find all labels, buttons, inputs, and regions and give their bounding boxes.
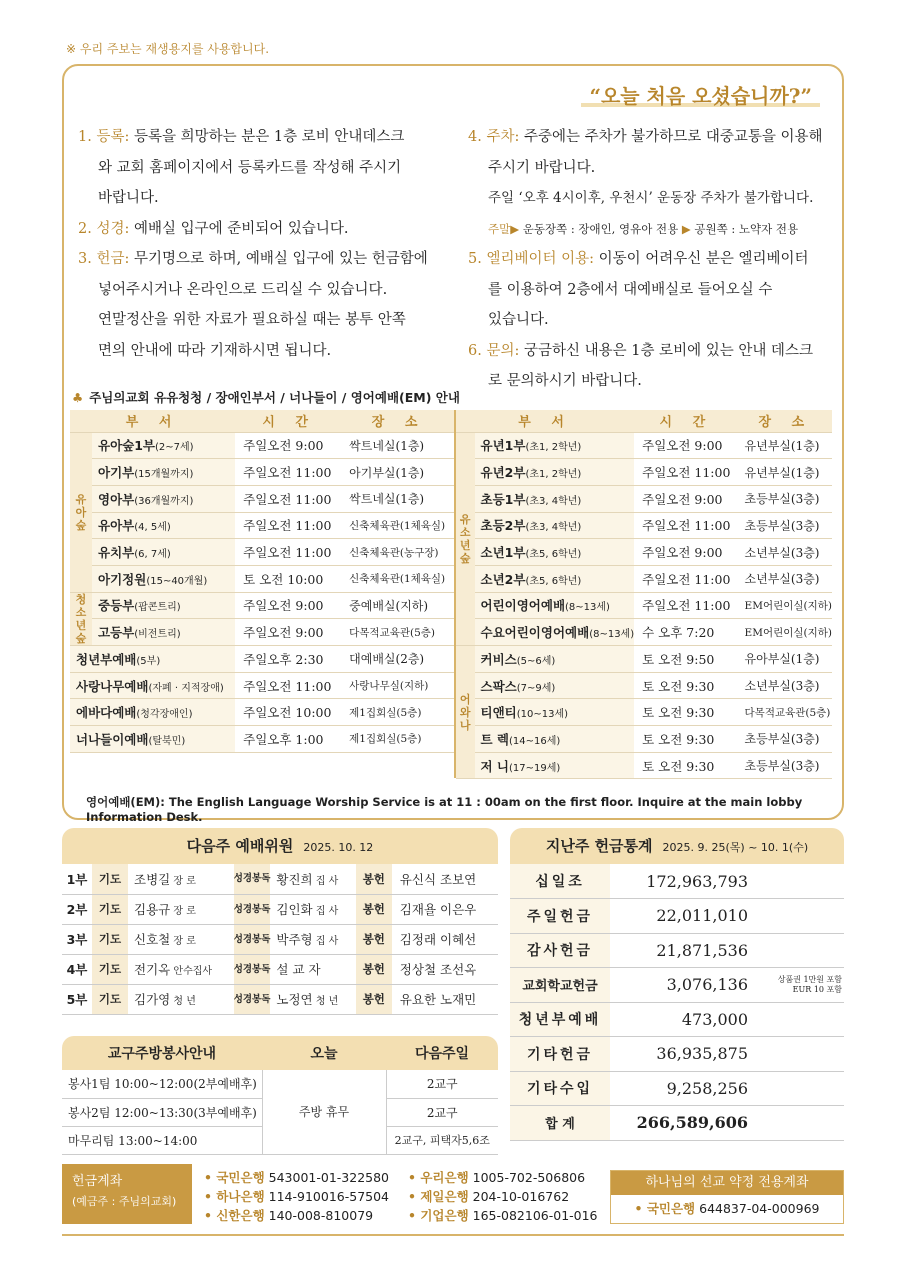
dept-label: 청년부예배 bbox=[76, 651, 137, 667]
dept-name bbox=[475, 619, 635, 646]
parking-line: 주시기 바랍니다. bbox=[488, 159, 596, 176]
dept-label: 커비스 bbox=[480, 651, 517, 667]
club-icon: ♣ bbox=[72, 390, 84, 405]
service-place: 중예배실(지하) bbox=[343, 592, 454, 619]
service-place: EM어린이실(지하) bbox=[739, 619, 832, 646]
service-time: 주일오전 11:00 bbox=[634, 459, 738, 486]
dept-name bbox=[92, 512, 235, 539]
table-row bbox=[510, 933, 844, 968]
dept-name bbox=[475, 726, 635, 753]
offering-tag: 봉헌 bbox=[356, 894, 392, 924]
dept-name bbox=[475, 432, 635, 459]
dept-label: 에바다예배 bbox=[76, 705, 137, 721]
register-line: 와 교회 홈페이지에서 등록카드를 작성해 주시기 bbox=[98, 159, 402, 176]
service-time: 주일오전 9:00 bbox=[634, 432, 738, 459]
dept-age: (자폐 · 지적장애) bbox=[148, 682, 224, 694]
mission-account: 하나님의 선교 약정 전용계좌 • 국민은행 644837-04-000969 bbox=[610, 1170, 844, 1224]
table-row: 봉사1팀 10:00~12:00(2부예배후) 주방 휴무 2교구 bbox=[62, 1070, 498, 1098]
offering-names: 정상철 조선옥 bbox=[392, 954, 498, 984]
dept-age: (초1, 2학년) bbox=[525, 442, 582, 454]
schedule-row bbox=[70, 619, 454, 646]
dept-label: 소년1부 bbox=[480, 545, 526, 561]
col-place: 장 소 bbox=[343, 410, 454, 432]
schedule-row bbox=[456, 565, 832, 592]
offering-value: 266,589,606 bbox=[610, 1106, 844, 1141]
offering-value: 172,963,793 bbox=[610, 864, 844, 899]
offering-line: 연말정산을 위한 자료가 필요하실 때는 봉투 안쪽 bbox=[98, 312, 406, 328]
service-time: 주일오전 11:00 bbox=[634, 592, 738, 619]
table-row bbox=[62, 894, 498, 924]
col-time: 시 간 bbox=[235, 410, 343, 432]
dept-age: (초5, 6학년) bbox=[525, 549, 582, 561]
offering-label: 감사헌금 bbox=[510, 933, 610, 968]
dept-label: 유아숲1부 bbox=[98, 438, 155, 454]
triangle-icon: ▶ bbox=[681, 221, 691, 236]
account-line: • 기업은행 165-082106-01-016 bbox=[408, 1208, 598, 1223]
schedule-row bbox=[70, 726, 454, 753]
schedule-row bbox=[70, 432, 454, 459]
offering-label: 교회학교헌금 bbox=[510, 968, 610, 1003]
dept-name bbox=[92, 619, 235, 646]
dept-name bbox=[92, 592, 235, 619]
dept-label: 저 니 bbox=[480, 758, 510, 774]
dept-name bbox=[92, 459, 235, 486]
schedule-row bbox=[456, 432, 832, 459]
offering-tag: 봉헌 bbox=[356, 984, 392, 1014]
reader-name: 설 교 자 bbox=[270, 954, 355, 984]
kitchen-col-team: 교구주방봉사안내 bbox=[62, 1036, 262, 1070]
reading-tag: 성경봉독 bbox=[234, 954, 271, 984]
prayer-name: 조병길 장 로 bbox=[128, 864, 234, 894]
prayer-tag: 기도 bbox=[92, 894, 128, 924]
table-row bbox=[510, 968, 844, 1003]
schedule-row bbox=[70, 539, 454, 566]
service-number: 3부 bbox=[62, 924, 92, 954]
schedule-table-left bbox=[70, 410, 454, 753]
reader-name: 노정연 청 년 bbox=[270, 984, 355, 1014]
dept-label: 티앤티 bbox=[480, 705, 517, 721]
service-time: 수 오후 7:20 bbox=[634, 619, 738, 646]
dept-label: 아기정원 bbox=[98, 571, 147, 587]
worship-committee-header: 다음주 예배위원 2025. 10. 12 bbox=[62, 828, 498, 864]
service-time: 토 오전 9:30 bbox=[634, 699, 738, 726]
schedule-row bbox=[456, 512, 832, 539]
prayer-tag: 기도 bbox=[92, 984, 128, 1014]
col-dept: 부 서 bbox=[70, 410, 235, 432]
offering-label: 기타수입 bbox=[510, 1071, 610, 1106]
offering-names: 김재욜 이은우 bbox=[392, 894, 498, 924]
offering-label: 십일조 bbox=[510, 864, 610, 899]
dept-label: 수요어린이영어예배 bbox=[480, 625, 590, 641]
prayer-tag: 기도 bbox=[92, 924, 128, 954]
offering-tag: 봉헌 bbox=[356, 924, 392, 954]
dept-label: 소년2부 bbox=[480, 571, 526, 587]
prayer-name: 김용규 장 로 bbox=[128, 894, 234, 924]
dept-age: (탈북민) bbox=[148, 735, 186, 747]
dept-age: (8~13세) bbox=[589, 629, 635, 641]
schedule-row bbox=[456, 672, 832, 699]
schedule-row bbox=[456, 459, 832, 486]
offering-stats-header: 지난주 헌금통계 2025. 9. 25(목) ~ 10. 1(수) bbox=[510, 828, 844, 864]
col-dept: 부 서 bbox=[456, 410, 634, 432]
dept-label: 아기부 bbox=[98, 465, 135, 481]
dept-label: 너나들이예배 bbox=[76, 731, 149, 747]
bank-accounts bbox=[62, 1164, 844, 1236]
schedule-row bbox=[70, 485, 454, 512]
table-row bbox=[62, 984, 498, 1014]
service-time: 주일오전 9:00 bbox=[235, 619, 343, 646]
offering-value: 9,258,256 bbox=[610, 1071, 844, 1106]
service-number: 4부 bbox=[62, 954, 92, 984]
account-line: • 국민은행 543001-01-322580 bbox=[204, 1170, 390, 1185]
schedule-row bbox=[70, 512, 454, 539]
english-service-note: 영어예배(EM): The English Language Worship Service is at 11 : 00am on the first floor. Inquire at the main lobby Information Desk. bbox=[86, 795, 803, 824]
dept-label: 어린이영어예배 bbox=[480, 598, 566, 614]
welcome-right-column bbox=[468, 122, 830, 397]
dept-name bbox=[70, 726, 235, 753]
dept-age: (15개월까지) bbox=[134, 469, 194, 481]
service-place: 신축체육관(1체육실) bbox=[343, 512, 454, 539]
dept-age: (초3, 4학년) bbox=[525, 522, 582, 534]
kitchen-col-next: 다음주일 bbox=[386, 1036, 498, 1070]
schedule-row bbox=[70, 699, 454, 726]
dept-age: (4, 5세) bbox=[134, 522, 171, 534]
dept-age: (2~7세) bbox=[155, 442, 194, 454]
worship-committee bbox=[62, 828, 498, 1015]
dept-age: (5부) bbox=[136, 655, 161, 667]
service-time: 주일오전 11:00 bbox=[634, 565, 738, 592]
schedule-row bbox=[70, 565, 454, 592]
prayer-name: 김가영 청 년 bbox=[128, 984, 234, 1014]
col-time: 시 간 bbox=[634, 410, 738, 432]
dept-name bbox=[92, 485, 235, 512]
table-row bbox=[510, 1106, 844, 1141]
dept-age: (5~6세) bbox=[516, 655, 556, 667]
welcome-title: “오늘 처음 오셨습니까?” bbox=[589, 80, 812, 109]
dept-name bbox=[475, 699, 635, 726]
dept-age: (14~16세) bbox=[509, 735, 561, 747]
dept-name bbox=[92, 432, 235, 459]
account-line: • 하나은행 114-910016-57504 bbox=[204, 1189, 390, 1204]
dept-label: 초등2부 bbox=[480, 518, 526, 534]
service-place: 유년부실(1층) bbox=[739, 432, 832, 459]
triangle-icon: ▶ bbox=[510, 221, 520, 236]
dept-name bbox=[475, 672, 635, 699]
reading-tag: 성경봉독 bbox=[234, 984, 271, 1014]
dept-age: (비전트리) bbox=[134, 629, 181, 641]
service-place: 제1집회실(5층) bbox=[343, 726, 454, 753]
schedule-row bbox=[456, 726, 832, 753]
parking-line: 주일 ‘오후 4시이후, 우천시’ 운동장 주차가 불가합니다. bbox=[488, 190, 814, 206]
schedule-row bbox=[456, 699, 832, 726]
service-place: 초등부실(3층) bbox=[739, 752, 832, 779]
offering-value: 21,871,536 bbox=[610, 933, 844, 968]
service-time: 토 오전 10:00 bbox=[235, 565, 343, 592]
offering-stats bbox=[510, 828, 844, 1141]
dept-age: (청각장애인) bbox=[136, 709, 193, 721]
reading-tag: 성경봉독 bbox=[234, 894, 271, 924]
schedule-row bbox=[456, 592, 832, 619]
service-time: 주일오전 9:00 bbox=[235, 592, 343, 619]
offering-value: 22,011,010 bbox=[610, 899, 844, 934]
dept-name bbox=[70, 672, 235, 699]
service-number: 2부 bbox=[62, 894, 92, 924]
dept-name bbox=[475, 539, 635, 566]
welcome-left-column bbox=[78, 122, 450, 366]
table-row bbox=[62, 864, 498, 894]
dept-age: (15~40개월) bbox=[146, 575, 208, 587]
schedule-row bbox=[456, 646, 832, 673]
service-place: 싹트네실(1층) bbox=[343, 485, 454, 512]
dept-name bbox=[475, 565, 635, 592]
register-item: 1. 등록: 등록을 희망하는 분은 1층 로비 안내데스크 bbox=[78, 129, 405, 145]
dept-name bbox=[475, 459, 635, 486]
service-place: 신축체육관(농구장) bbox=[343, 539, 454, 566]
dept-age: (36개월까지) bbox=[134, 495, 194, 507]
col-place: 장 소 bbox=[739, 410, 832, 432]
offering-names: 김정래 이혜선 bbox=[392, 924, 498, 954]
table-row bbox=[62, 954, 498, 984]
offering-names: 유요한 노재민 bbox=[392, 984, 498, 1014]
service-time: 토 오전 9:30 bbox=[634, 726, 738, 753]
account-line: • 우리은행 1005-702-506806 bbox=[408, 1170, 586, 1185]
dept-name bbox=[475, 646, 635, 673]
table-row bbox=[510, 1002, 844, 1037]
table-row bbox=[62, 924, 498, 954]
group-label: 유 소 년 숲 bbox=[456, 432, 475, 646]
bible-item: 2. 성경: 예배실 입구에 준비되어 있습니다. bbox=[78, 220, 349, 237]
dept-name bbox=[475, 512, 635, 539]
prayer-tag: 기도 bbox=[92, 954, 128, 984]
elevator-line: 를 이용하여 2층에서 대예배실로 들어오실 수 bbox=[488, 281, 773, 298]
dept-label: 유치부 bbox=[98, 545, 135, 561]
service-place: 사랑나무실(지하) bbox=[343, 672, 454, 699]
service-place: 대예배실(2층) bbox=[343, 646, 454, 673]
prayer-tag: 기도 bbox=[92, 864, 128, 894]
dept-name bbox=[70, 699, 235, 726]
prayer-name: 전기옥 안수집사 bbox=[128, 954, 234, 984]
service-time: 주일오전 9:00 bbox=[634, 485, 738, 512]
prayer-name: 신호철 장 로 bbox=[128, 924, 234, 954]
offering-label: 청년부예배 bbox=[510, 1002, 610, 1037]
parking-sub: 주말▶ 운동장쪽 : 장애인, 영유아 전용 ▶ 공원쪽 : 노약자 전용 bbox=[488, 221, 799, 236]
recycled-paper-notice: ※ 우리 주보는 재생용지를 사용합니다. bbox=[66, 42, 270, 56]
table-row: 마무리팀 13:00~14:00 2교구, 피택자5,6조 bbox=[62, 1126, 498, 1154]
dept-age: (10~13세) bbox=[516, 709, 569, 721]
offering-label: 주일헌금 bbox=[510, 899, 610, 934]
dept-name bbox=[70, 646, 235, 673]
service-place: 소년부실(3층) bbox=[739, 672, 832, 699]
service-time: 토 오전 9:50 bbox=[634, 646, 738, 673]
service-time: 주일오전 11:00 bbox=[235, 485, 343, 512]
service-place: 제1집회실(5층) bbox=[343, 699, 454, 726]
dept-age: (7~9세) bbox=[516, 682, 556, 694]
dept-label: 고등부 bbox=[98, 625, 135, 641]
service-place: 다목적교육관(5층) bbox=[739, 699, 832, 726]
dept-label: 사랑나무예배 bbox=[76, 678, 149, 694]
service-place: 초등부실(3층) bbox=[739, 512, 832, 539]
offering-line: 넣어주시거나 온라인으로 드리실 수 있습니다. bbox=[98, 281, 388, 298]
dept-label: 중등부 bbox=[98, 598, 135, 614]
table-row bbox=[510, 899, 844, 934]
dept-age: (17~19세) bbox=[509, 762, 561, 774]
dept-name bbox=[475, 592, 635, 619]
schedule-row bbox=[70, 592, 454, 619]
service-place: 아기부실(1층) bbox=[343, 459, 454, 486]
service-place: 싹트네실(1층) bbox=[343, 432, 454, 459]
bank-label: 헌금계좌 (예금주 : 주님의교회) bbox=[62, 1164, 192, 1224]
service-place: EM어린이실(지하) bbox=[739, 592, 832, 619]
service-time: 주일오전 11:00 bbox=[634, 512, 738, 539]
reader-name: 박주형 집 사 bbox=[270, 924, 355, 954]
service-place: 초등부실(3층) bbox=[739, 726, 832, 753]
dept-name bbox=[475, 485, 635, 512]
dept-age: (팝콘트리) bbox=[134, 602, 181, 614]
dept-age: (6, 7세) bbox=[134, 549, 171, 561]
dept-label: 유년2부 bbox=[480, 465, 526, 481]
offering-tag: 봉헌 bbox=[356, 864, 392, 894]
dept-label: 영아부 bbox=[98, 491, 135, 507]
accounts-col-1 bbox=[204, 1168, 389, 1225]
service-place: 초등부실(3층) bbox=[739, 485, 832, 512]
schedule-row bbox=[456, 485, 832, 512]
schedule-row bbox=[456, 619, 832, 646]
service-time: 주일오전 9:00 bbox=[634, 539, 738, 566]
dept-age: (초1, 2학년) bbox=[525, 469, 582, 481]
offering-value: 36,935,875 bbox=[610, 1037, 844, 1072]
offering-value: 3,076,136 상품권 1만원 포함 EUR 10 포함 bbox=[610, 968, 844, 1003]
table-row bbox=[510, 1037, 844, 1072]
dept-name bbox=[92, 539, 235, 566]
offering-value: 473,000 bbox=[610, 1002, 844, 1037]
dept-label: 트 렉 bbox=[480, 731, 510, 747]
schedule-row bbox=[456, 539, 832, 566]
elevator-item: 5. 엘리베이터 이용: 이동이 어려우신 분은 엘리베이터 bbox=[468, 251, 809, 267]
service-time: 주일오전 10:00 bbox=[235, 699, 343, 726]
service-place: 유아부실(1층) bbox=[739, 646, 832, 673]
kitchen-col-today: 오늘 bbox=[262, 1036, 386, 1070]
service-place: 다목적교육관(5층) bbox=[343, 619, 454, 646]
service-time: 주일오전 9:00 bbox=[235, 432, 343, 459]
service-time: 주일오전 11:00 bbox=[235, 672, 343, 699]
reading-tag: 성경봉독 bbox=[234, 924, 271, 954]
group-label: 청 소 년 숲 bbox=[70, 592, 92, 645]
account-line: • 제일은행 204-10-016762 bbox=[408, 1189, 570, 1204]
service-number: 1부 bbox=[62, 864, 92, 894]
service-place: 유년부실(1층) bbox=[739, 459, 832, 486]
schedule-row bbox=[70, 672, 454, 699]
service-place: 소년부실(3층) bbox=[739, 565, 832, 592]
inquiry-line: 로 문의하시기 바랍니다. bbox=[488, 373, 642, 389]
table-row bbox=[510, 1071, 844, 1106]
kitchen-today: 주방 휴무 bbox=[262, 1070, 386, 1154]
dept-label: 초등1부 bbox=[480, 491, 526, 507]
reader-name: 황진희 집 사 bbox=[270, 864, 355, 894]
elevator-line: 있습니다. bbox=[488, 312, 549, 328]
reader-name: 김인화 집 사 bbox=[270, 894, 355, 924]
parking-item: 4. 주차: 주중에는 주차가 불가하므로 대중교통을 이용해 bbox=[468, 129, 823, 145]
schedule-heading: ♣ 주님의교회 유유청청 / 장애인부서 / 너나들이 / 영어예배(EM) 안내 bbox=[72, 390, 460, 405]
dept-label: 유년1부 bbox=[480, 438, 526, 454]
schedule-row bbox=[456, 752, 832, 779]
schedule-row bbox=[70, 459, 454, 486]
service-place: 신축체육관(1체육실) bbox=[343, 565, 454, 592]
service-time: 주일오전 11:00 bbox=[235, 512, 343, 539]
table-row: 봉사2팀 12:00~13:30(3부예배후) 2교구 bbox=[62, 1098, 498, 1126]
service-place: 소년부실(3층) bbox=[739, 539, 832, 566]
welcome-box bbox=[62, 64, 844, 824]
dept-label: 스팍스 bbox=[480, 678, 517, 694]
offering-tag: 봉헌 bbox=[356, 954, 392, 984]
offering-label: 기타헌금 bbox=[510, 1037, 610, 1072]
offering-line: 면의 안내에 따라 기재하시면 됩니다. bbox=[98, 342, 332, 359]
accounts-col-2 bbox=[408, 1168, 598, 1225]
kitchen-service bbox=[62, 1036, 498, 1155]
schedule-row bbox=[70, 646, 454, 673]
dept-age: (초3, 4학년) bbox=[525, 495, 582, 507]
group-label: 유 아 숲 bbox=[70, 432, 92, 592]
dept-age: (초5, 6학년) bbox=[525, 575, 582, 587]
offering-label: 합 계 bbox=[510, 1106, 610, 1141]
service-time: 토 오전 9:30 bbox=[634, 752, 738, 779]
dept-label: 유아부 bbox=[98, 518, 135, 534]
service-number: 5부 bbox=[62, 984, 92, 1014]
table-row bbox=[510, 864, 844, 899]
service-time: 주일오전 11:00 bbox=[235, 539, 343, 566]
reading-tag: 성경봉독 bbox=[234, 864, 271, 894]
dept-name bbox=[92, 565, 235, 592]
service-time: 주일오전 11:00 bbox=[235, 459, 343, 486]
service-time: 토 오전 9:30 bbox=[634, 672, 738, 699]
offering-item: 3. 헌금: 무기명으로 하며, 예배실 입구에 있는 헌금함에 bbox=[78, 251, 428, 267]
dept-age: (8~13세) bbox=[565, 602, 610, 614]
group-label: 어 와 나 bbox=[456, 646, 475, 779]
dept-name bbox=[475, 752, 635, 779]
schedule-table-right bbox=[456, 410, 832, 779]
service-time: 주일오후 2:30 bbox=[235, 646, 343, 673]
account-line: • 신한은행 140-008-810079 bbox=[204, 1208, 374, 1223]
inquiry-item: 6. 문의: 궁금하신 내용은 1층 로비에 있는 안내 데스크 bbox=[468, 342, 813, 359]
offering-names: 유신식 조보연 bbox=[392, 864, 498, 894]
register-line: 바랍니다. bbox=[98, 190, 159, 206]
service-time: 주일오후 1:00 bbox=[235, 726, 343, 753]
